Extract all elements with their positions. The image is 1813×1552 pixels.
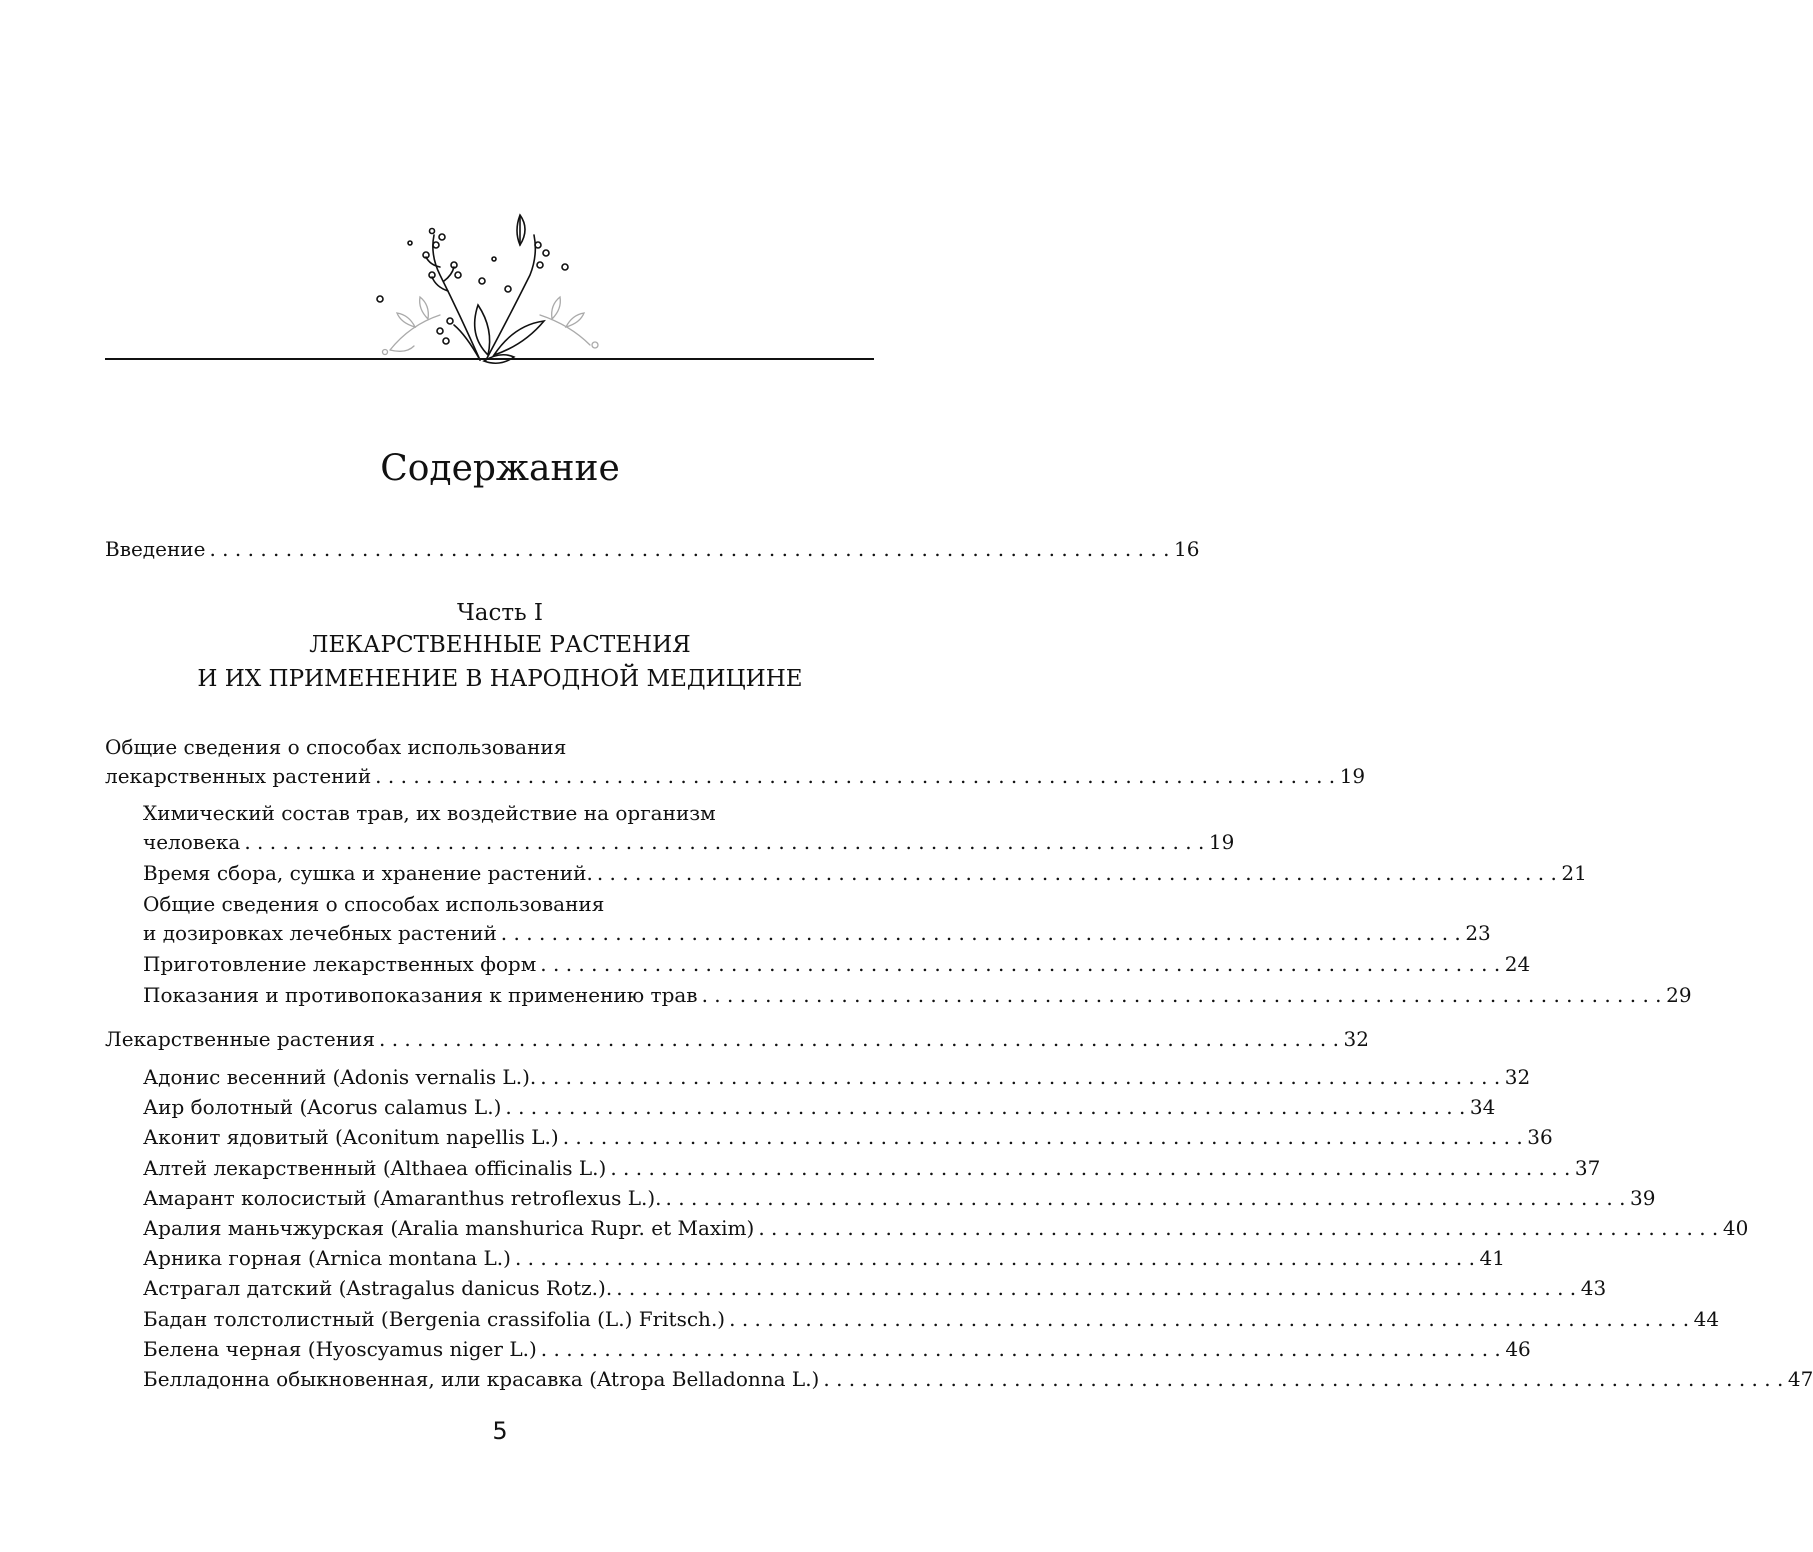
toc-entry-title: Приготовление лекарственных форм bbox=[143, 952, 537, 976]
toc-entry-page: 19 bbox=[1208, 830, 1235, 854]
toc-entry-section1[interactable] bbox=[105, 763, 1366, 789]
toc-entry-plant[interactable] bbox=[143, 1094, 1496, 1120]
part-title-line1: ЛЕКАРСТВЕННЫЕ РАСТЕНИЯ bbox=[309, 632, 691, 658]
toc-entry-title: Белладонна обыкновенная, или красавка (Atropa Belladonna L.) bbox=[143, 1367, 820, 1391]
toc-entry-page: 40 bbox=[1722, 1216, 1749, 1240]
dot-leader bbox=[729, 1306, 1689, 1332]
dot-leader bbox=[563, 1124, 1523, 1150]
toc-entry-title: Аконит ядовитый (Aconitum napellis L.) bbox=[143, 1125, 559, 1149]
dot-leader bbox=[209, 536, 1169, 562]
toc-entry-page: 23 bbox=[1465, 921, 1491, 945]
toc-entry-title: Время сбора, сушка и хранение растений. bbox=[143, 861, 593, 885]
toc-entry-sub[interactable] bbox=[143, 829, 1235, 855]
toc-entry-page: 19 bbox=[1339, 764, 1366, 788]
toc-entry-page: 44 bbox=[1693, 1307, 1720, 1331]
toc-entry-page: 36 bbox=[1527, 1125, 1553, 1149]
toc-entry-title: Белена черная (Hyoscyamus niger L.) bbox=[143, 1337, 537, 1361]
toc-entry-sub[interactable] bbox=[143, 920, 1491, 946]
toc-entry-title: Лекарственные растения bbox=[105, 1027, 375, 1051]
toc-entry-title: Введение bbox=[105, 537, 206, 561]
toc-entry-title: Астрагал датский (Astragalus danicus Rotz.). bbox=[143, 1276, 613, 1300]
dot-leader bbox=[616, 1275, 1576, 1301]
toc-entry-section2[interactable] bbox=[105, 1026, 1369, 1052]
toc-entry-page: 39 bbox=[1630, 1186, 1656, 1210]
toc-entry-title: лекарственных растений bbox=[105, 764, 372, 788]
header-rule bbox=[105, 358, 874, 360]
toc-entry-page: 29 bbox=[1666, 983, 1692, 1007]
dot-leader bbox=[244, 829, 1204, 855]
dot-leader bbox=[375, 763, 1335, 789]
toc-entry-page: 32 bbox=[1343, 1027, 1369, 1051]
botanical-sprig-icon bbox=[370, 215, 610, 365]
dot-leader bbox=[501, 920, 1461, 946]
toc-entry-sub[interactable] bbox=[143, 982, 1692, 1008]
section1-item-0-line1: Химический состав трав, их воздействие на организм bbox=[143, 801, 716, 825]
toc-entry-title: Адонис весенний (Adonis vernalis L.). bbox=[143, 1065, 537, 1089]
toc-entry-plant[interactable] bbox=[143, 1155, 1601, 1181]
toc-entry-sub[interactable] bbox=[143, 860, 1587, 886]
dot-leader bbox=[823, 1366, 1783, 1392]
toc-entry-title: Бадан толстолистный (Bergenia crassifolia (L.) Fritsch.) bbox=[143, 1307, 726, 1331]
page-heading: Содержание bbox=[380, 448, 620, 489]
toc-entry-plant[interactable] bbox=[143, 1064, 1531, 1090]
dot-leader bbox=[540, 1064, 1500, 1090]
dot-leader bbox=[541, 1336, 1501, 1362]
toc-entry-plant[interactable] bbox=[143, 1245, 1505, 1271]
toc-entry-page: 41 bbox=[1479, 1246, 1505, 1270]
toc-entry-title: Амарант колосистый (Amaranthus retroflexus L.). bbox=[143, 1186, 662, 1210]
toc-entry-title: Алтей лекарственный (Althaea officinalis L.) bbox=[143, 1156, 607, 1180]
dot-leader bbox=[379, 1026, 1339, 1052]
toc-entry-title: и дозировках лечебных растений bbox=[143, 921, 497, 945]
toc-entry-title: человека bbox=[143, 830, 241, 854]
toc-entry-page: 43 bbox=[1580, 1276, 1607, 1300]
toc-entry-plant[interactable] bbox=[143, 1306, 1720, 1332]
section1-item-2-line1: Общие сведения о способах использования bbox=[143, 892, 605, 916]
dot-leader bbox=[515, 1245, 1475, 1271]
dot-leader bbox=[666, 1185, 1626, 1211]
part-label: Часть I bbox=[456, 600, 543, 626]
dot-leader bbox=[505, 1094, 1465, 1120]
dot-leader bbox=[610, 1155, 1570, 1181]
toc-entry-page: 24 bbox=[1504, 952, 1531, 976]
toc-entry-sub[interactable] bbox=[143, 951, 1531, 977]
toc-entry-plant[interactable] bbox=[143, 1215, 1749, 1241]
toc-entry-page: 46 bbox=[1505, 1337, 1531, 1361]
toc-entry-page: 47 bbox=[1787, 1367, 1813, 1391]
toc-entry-title: Показания и противопоказания к применению трав bbox=[143, 983, 698, 1007]
toc-entry-title: Аралия маньчжурская (Aralia manshurica Rupr. et Maxim) bbox=[143, 1216, 755, 1240]
toc-entry-page: 16 bbox=[1173, 537, 1200, 561]
section1-title-line1: Общие сведения о способах использования bbox=[105, 735, 567, 759]
toc-entry-plant[interactable] bbox=[143, 1366, 1813, 1392]
toc-entry-plant[interactable] bbox=[143, 1336, 1531, 1362]
dot-leader bbox=[597, 860, 1557, 886]
toc-entry-page: 34 bbox=[1469, 1095, 1496, 1119]
page-number: 5 bbox=[492, 1417, 508, 1445]
toc-entry-page: 32 bbox=[1504, 1065, 1531, 1089]
toc-entry-title: Арника горная (Arnica montana L.) bbox=[143, 1246, 511, 1270]
toc-entry-page: 21 bbox=[1561, 861, 1587, 885]
part-title-line2: И ИХ ПРИМЕНЕНИЕ В НАРОДНОЙ МЕДИЦИНЕ bbox=[197, 666, 803, 692]
dot-leader bbox=[702, 982, 1662, 1008]
toc-entry-plant[interactable] bbox=[143, 1124, 1553, 1150]
dot-leader bbox=[540, 951, 1500, 977]
toc-entry-plant[interactable] bbox=[143, 1275, 1607, 1301]
toc-entry-plant[interactable] bbox=[143, 1185, 1656, 1211]
toc-entry-page: 37 bbox=[1574, 1156, 1601, 1180]
toc-entry-intro[interactable] bbox=[105, 536, 1200, 562]
dot-leader bbox=[758, 1215, 1718, 1241]
toc-entry-title: Аир болотный (Acorus calamus L.) bbox=[143, 1095, 502, 1119]
